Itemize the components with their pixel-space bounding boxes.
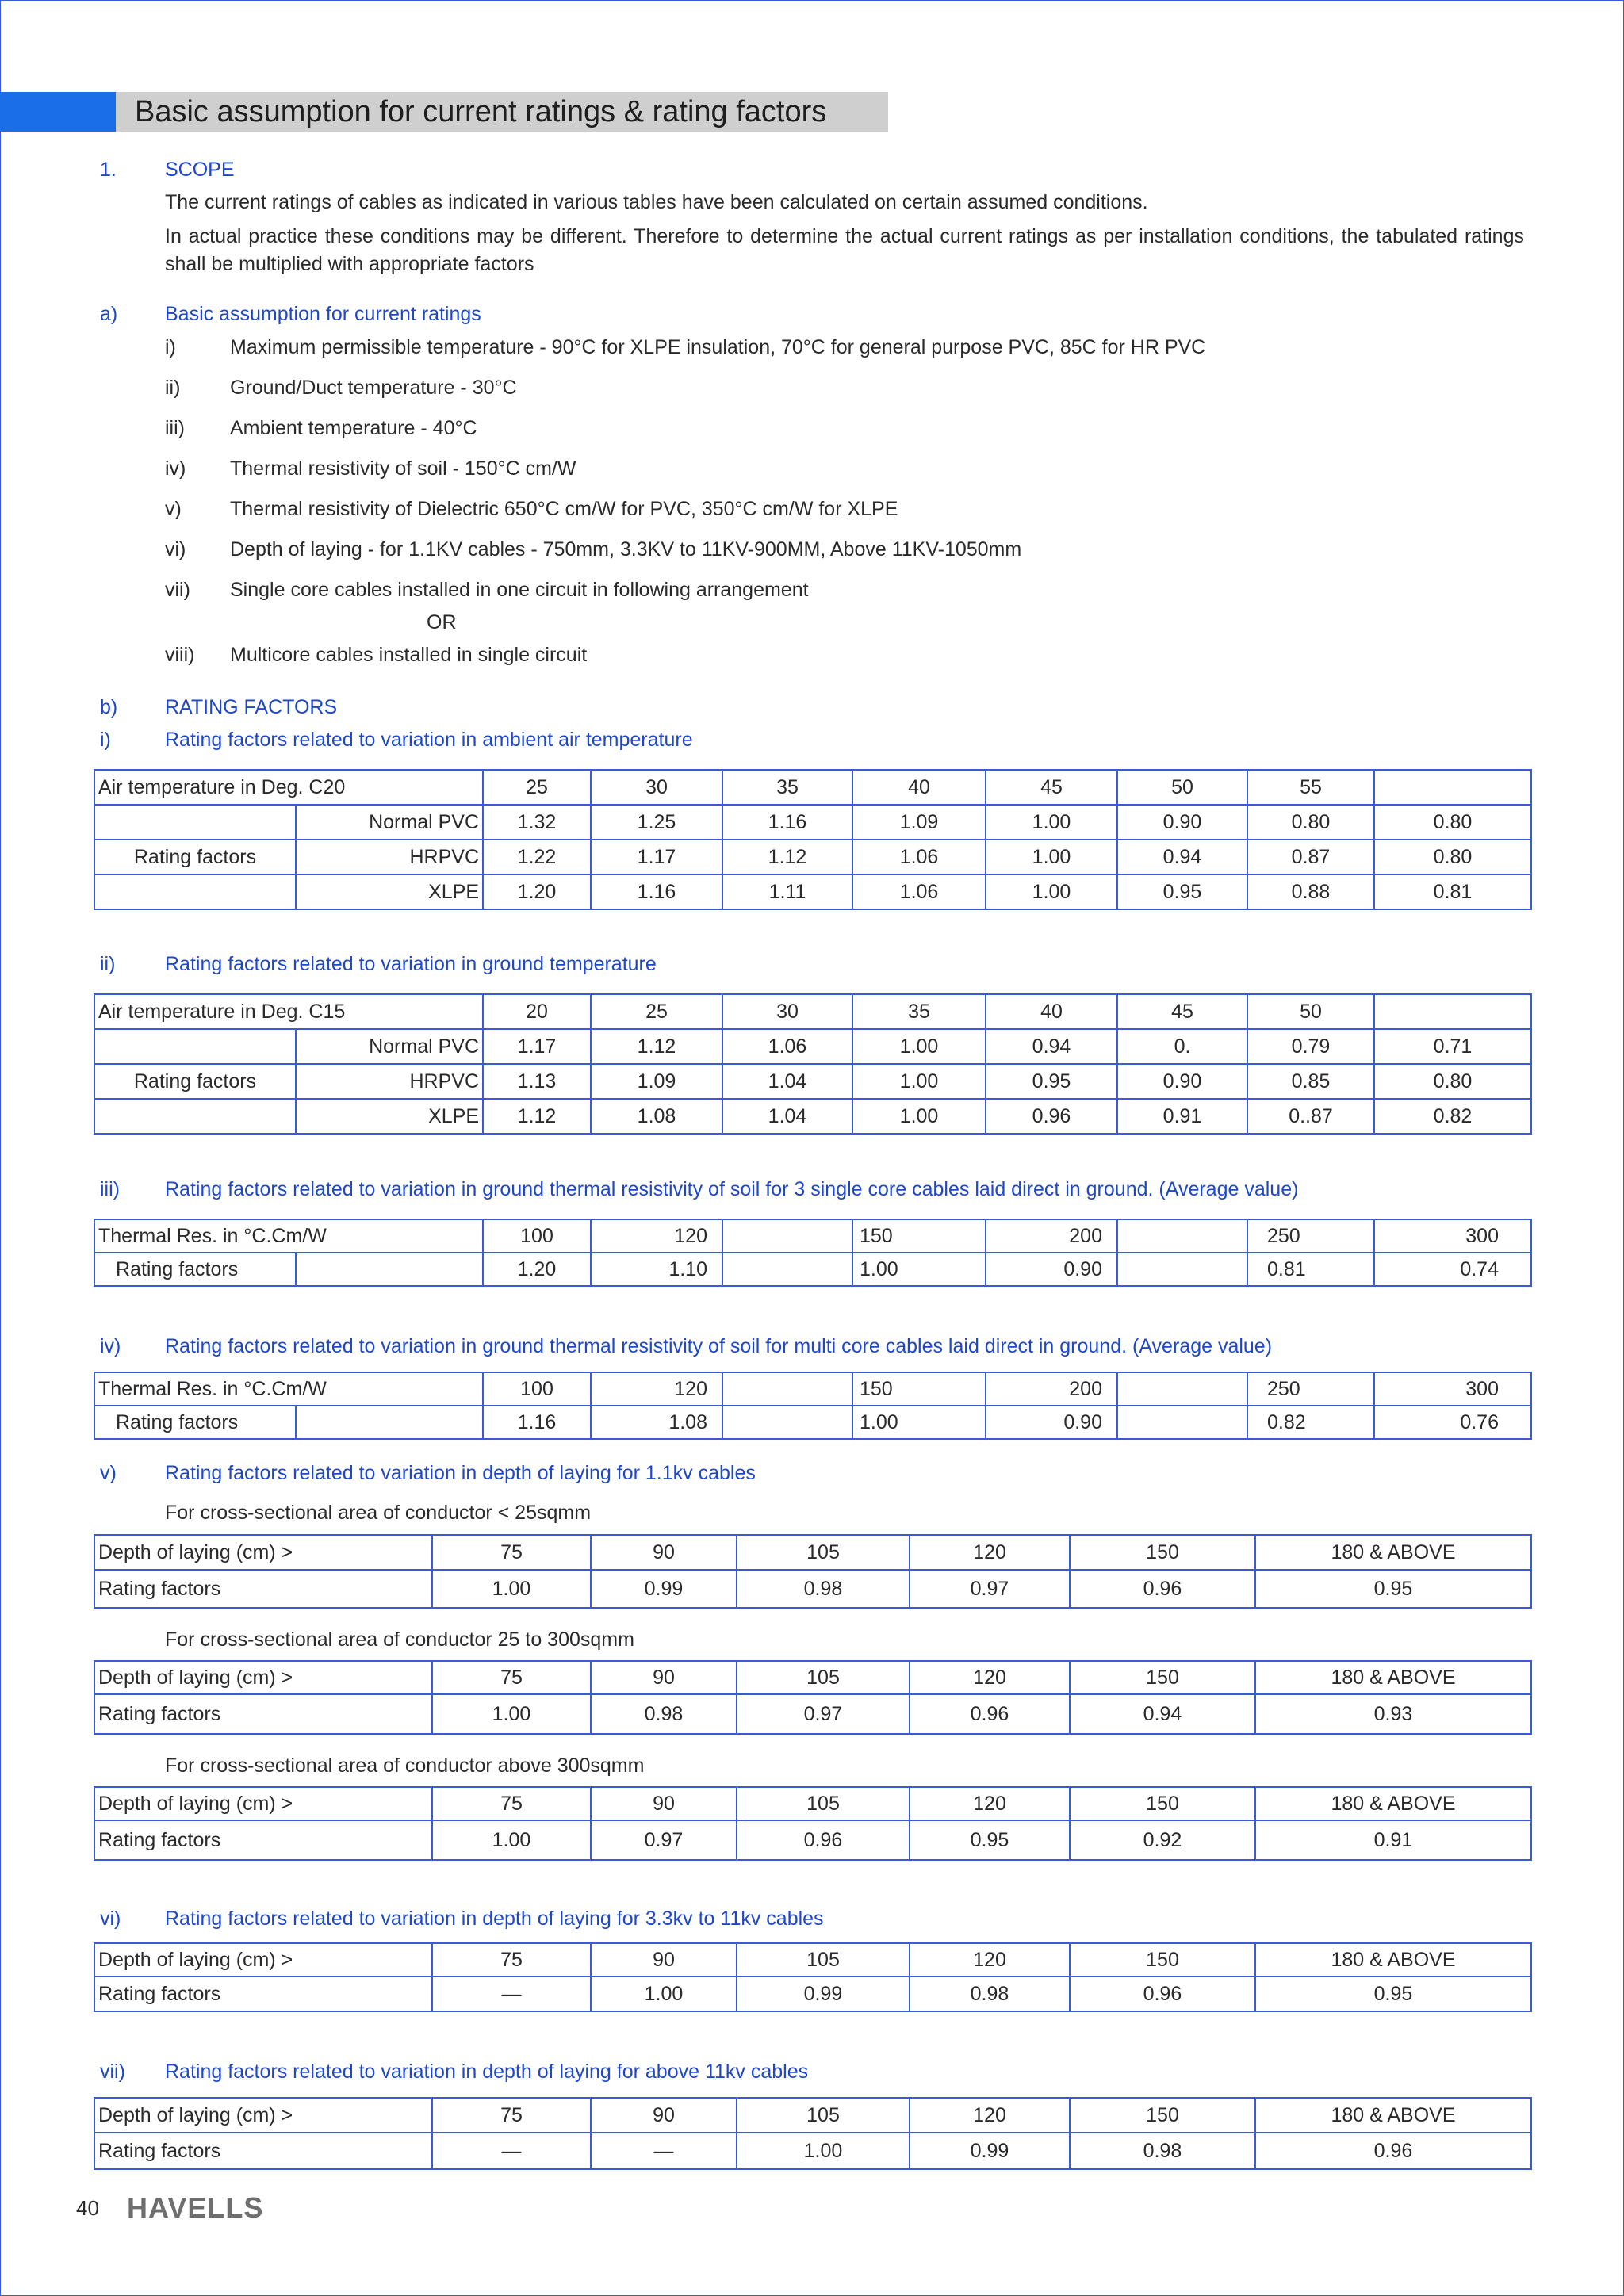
value-cell: 0.98 xyxy=(910,1976,1070,2011)
ambient-temp-table xyxy=(94,769,1532,910)
header-cell: 120 xyxy=(591,1219,722,1253)
header-cell xyxy=(1374,994,1531,1029)
value-cell: 1.00 xyxy=(737,2133,910,2169)
table-header-row xyxy=(94,770,1531,805)
value-cell: 0.96 xyxy=(737,1820,910,1860)
header-cell: 45 xyxy=(1117,994,1247,1029)
conductor-area-note: For cross-sectional area of conductor < 25sqmm xyxy=(165,1502,592,1524)
empty-cell xyxy=(1117,1219,1247,1253)
empty-cell xyxy=(1117,1406,1247,1439)
empty-cell xyxy=(296,1253,483,1286)
table-row xyxy=(94,1029,1531,1064)
header-cell: 105 xyxy=(737,1535,910,1570)
value-cell: 0.99 xyxy=(910,2133,1070,2169)
header-cell: 105 xyxy=(737,1661,910,1694)
header-accent-bar xyxy=(0,92,116,132)
value-cell: 1.20 xyxy=(483,1253,591,1286)
value-cell: 0.98 xyxy=(591,1694,737,1734)
header-cell: 300 xyxy=(1374,1219,1531,1253)
header-cell: 120 xyxy=(910,1661,1070,1694)
depth-table-above-300sqmm xyxy=(94,1786,1532,1861)
value-cell: 1.06 xyxy=(722,1029,852,1064)
header-cell: 120 xyxy=(910,2098,1070,2133)
table-caption: Rating factors related to variation in depth of laying for 1.1kv cables xyxy=(165,1462,756,1484)
header-cell: Air temperature in Deg. C15 xyxy=(94,994,483,1029)
scope-line-1: The current ratings of cables as indicated in various tables have been calculated on certain assumed conditions. xyxy=(165,191,1148,213)
depth-table-25-to-300sqmm xyxy=(94,1660,1532,1735)
table-row xyxy=(94,840,1531,874)
value-cell: 1.00 xyxy=(986,874,1117,909)
table-caption: Rating factors related to variation in ambient air temperature xyxy=(165,729,693,751)
assumption-num: vii) xyxy=(165,579,190,601)
header-cell: 75 xyxy=(432,1943,591,1976)
header-cell: 250 xyxy=(1247,1219,1374,1253)
header-cell: 150 xyxy=(1070,1535,1255,1570)
value-cell: 1.16 xyxy=(591,874,722,909)
value-cell: 0.91 xyxy=(1117,1099,1247,1134)
table-number: v) xyxy=(100,1462,117,1484)
assumption-num: vi) xyxy=(165,538,186,561)
table-caption: Rating factors related to variation in ground thermal resistivity of soil for 3 single core cables laid direct in ground. (Average value) xyxy=(165,1178,1299,1200)
value-cell: 1.00 xyxy=(852,1099,986,1134)
value-cell: 0.74 xyxy=(1374,1253,1531,1286)
value-cell: 1.08 xyxy=(591,1406,722,1439)
value-cell: 0.80 xyxy=(1374,840,1531,874)
value-cell: 0.85 xyxy=(1247,1064,1374,1099)
value-cell: 0.80 xyxy=(1374,1064,1531,1099)
header-cell: 90 xyxy=(591,1943,737,1976)
value-cell: 0.82 xyxy=(1374,1099,1531,1134)
assumption-text: Single core cables installed in one circuit in following arrangement xyxy=(230,579,809,601)
section-b-label: b) xyxy=(100,696,118,718)
header-cell: 250 xyxy=(1247,1372,1374,1406)
header-cell: 150 xyxy=(1070,2098,1255,2133)
empty-cell xyxy=(722,1372,852,1406)
value-cell: 0.92 xyxy=(1070,1820,1255,1860)
value-cell: 0.91 xyxy=(1255,1820,1531,1860)
header-cell: 180 & ABOVE xyxy=(1255,1787,1531,1820)
header-cell: 150 xyxy=(1070,1943,1255,1976)
value-cell: 0.82 xyxy=(1247,1406,1374,1439)
row-label: Rating factors xyxy=(94,1406,296,1439)
header-cell: 150 xyxy=(852,1219,986,1253)
value-cell: 1.09 xyxy=(591,1064,722,1099)
header-cell: 75 xyxy=(432,1787,591,1820)
table-row xyxy=(94,1406,1531,1439)
soil-resistivity-single-core-table xyxy=(94,1219,1532,1287)
table-number: vi) xyxy=(100,1908,121,1930)
value-cell: 0.93 xyxy=(1255,1694,1531,1734)
scope-number: 1. xyxy=(100,159,117,181)
value-cell: 1.17 xyxy=(483,1029,591,1064)
table-number: iii) xyxy=(100,1178,120,1200)
value-cell: 1.12 xyxy=(722,840,852,874)
empty-cell xyxy=(1117,1253,1247,1286)
empty-cell xyxy=(722,1253,852,1286)
value-cell: 1.04 xyxy=(722,1099,852,1134)
conductor-area-note: For cross-sectional area of conductor 25 to 300sqmm xyxy=(165,1628,634,1651)
header-cell: 150 xyxy=(1070,1787,1255,1820)
value-cell: 1.04 xyxy=(722,1064,852,1099)
header-cell: 75 xyxy=(432,1535,591,1570)
value-cell: 1.00 xyxy=(852,1064,986,1099)
value-cell: 1.25 xyxy=(591,805,722,840)
header-cell: 180 & ABOVE xyxy=(1255,2098,1531,2133)
table-row xyxy=(94,1099,1531,1134)
depth-table-above-11kv xyxy=(94,2097,1532,2170)
header-cell: 100 xyxy=(483,1372,591,1406)
assumption-text: Ground/Duct temperature - 30°C xyxy=(230,377,517,399)
row-label: Normal PVC xyxy=(296,1029,483,1064)
conductor-area-note: For cross-sectional area of conductor above 300sqmm xyxy=(165,1755,645,1777)
header-cell: 200 xyxy=(986,1372,1117,1406)
table-header-row xyxy=(94,1661,1531,1694)
header-cell: 90 xyxy=(591,2098,737,2133)
value-cell: 0.94 xyxy=(986,1029,1117,1064)
empty-cell xyxy=(94,874,296,909)
value-cell: 0.96 xyxy=(1070,1570,1255,1608)
value-cell: 1.16 xyxy=(483,1406,591,1439)
value-cell: 0.76 xyxy=(1374,1406,1531,1439)
header-cell: 45 xyxy=(986,770,1117,805)
header-cell: 90 xyxy=(591,1535,737,1570)
or-text: OR xyxy=(427,611,457,633)
value-cell: 0.95 xyxy=(1255,1570,1531,1608)
value-cell: 1.11 xyxy=(722,874,852,909)
value-cell: 1.10 xyxy=(591,1253,722,1286)
value-cell: 0. xyxy=(1117,1029,1247,1064)
header-cell: 40 xyxy=(852,770,986,805)
row-label: HRPVC xyxy=(296,840,483,874)
assumption-text: Thermal resistivity of Dielectric 650°C cm/W for PVC, 350°C cm/W for XLPE xyxy=(230,498,898,520)
value-cell: 1.12 xyxy=(591,1029,722,1064)
row-label: Rating factors xyxy=(94,2133,432,2169)
empty-cell xyxy=(94,1029,296,1064)
section-a-heading: Basic assumption for current ratings xyxy=(165,303,481,325)
assumption-num: ii) xyxy=(165,377,181,399)
header-cell: 75 xyxy=(432,2098,591,2133)
table-row xyxy=(94,874,1531,909)
table-row xyxy=(94,1064,1531,1099)
header-cell: 40 xyxy=(986,994,1117,1029)
table-number: iv) xyxy=(100,1335,121,1357)
value-cell: 0.96 xyxy=(1070,1976,1255,2011)
value-cell: 0.88 xyxy=(1247,874,1374,909)
value-cell: 1.00 xyxy=(432,1694,591,1734)
table-caption: Rating factors related to variation in ground thermal resistivity of soil for multi core cables laid direct in ground. (Average value) xyxy=(165,1335,1273,1357)
header-cell: 25 xyxy=(483,770,591,805)
value-cell: 0..87 xyxy=(1247,1099,1374,1134)
assumption-text: Maximum permissible temperature - 90°C for XLPE insulation, 70°C for general purpose PVC, 85C for HR PVC xyxy=(230,336,1206,358)
value-cell: 0.87 xyxy=(1247,840,1374,874)
value-cell: 0.94 xyxy=(1117,840,1247,874)
header-cell: 35 xyxy=(852,994,986,1029)
value-cell: 1.00 xyxy=(986,840,1117,874)
row-label: Normal PVC xyxy=(296,805,483,840)
header-cell: 50 xyxy=(1117,770,1247,805)
header-cell: 20 xyxy=(483,994,591,1029)
section-b-heading: RATING FACTORS xyxy=(165,696,338,718)
value-cell: 0.94 xyxy=(1070,1694,1255,1734)
header-cell: Thermal Res. in °C.Cm/W xyxy=(94,1372,483,1406)
value-cell: — xyxy=(432,1976,591,2011)
depth-table-under-25sqmm xyxy=(94,1534,1532,1609)
header-cell: 35 xyxy=(722,770,852,805)
table-header-row xyxy=(94,2098,1531,2133)
table-row xyxy=(94,1253,1531,1286)
table-row xyxy=(94,1694,1531,1734)
table-number: vii) xyxy=(100,2061,125,2083)
value-cell: 1.32 xyxy=(483,805,591,840)
value-cell: 1.00 xyxy=(852,1406,986,1439)
assumption-num: i) xyxy=(165,336,176,358)
value-cell: 0.99 xyxy=(591,1570,737,1608)
scope-heading: SCOPE xyxy=(165,159,235,181)
assumption-num: viii) xyxy=(165,644,195,666)
value-cell: 0.95 xyxy=(1255,1976,1531,2011)
value-cell: 1.06 xyxy=(852,840,986,874)
value-cell: 0.96 xyxy=(986,1099,1117,1134)
table-row xyxy=(94,805,1531,840)
header-cell: 30 xyxy=(722,994,852,1029)
header-cell: 120 xyxy=(910,1787,1070,1820)
value-cell: 0.97 xyxy=(591,1820,737,1860)
assumption-text: Thermal resistivity of soil - 150°C cm/W xyxy=(230,457,576,480)
table-row xyxy=(94,1820,1531,1860)
value-cell: 0.80 xyxy=(1247,805,1374,840)
empty-cell xyxy=(94,805,296,840)
row-label: Rating factors xyxy=(94,1253,296,1286)
value-cell: 1.22 xyxy=(483,840,591,874)
value-cell: 1.00 xyxy=(432,1570,591,1608)
table-header-row xyxy=(94,994,1531,1029)
table-header-row xyxy=(94,1535,1531,1570)
section-a-label: a) xyxy=(100,303,118,325)
value-cell: 1.06 xyxy=(852,874,986,909)
value-cell: 0.79 xyxy=(1247,1029,1374,1064)
value-cell: 0.95 xyxy=(910,1820,1070,1860)
row-label: XLPE xyxy=(296,1099,483,1134)
header-cell: Depth of laying (cm) > xyxy=(94,1535,432,1570)
value-cell: 0.81 xyxy=(1374,874,1531,909)
table-row xyxy=(94,1570,1531,1608)
empty-cell xyxy=(722,1406,852,1439)
header-cell: 105 xyxy=(737,1943,910,1976)
value-cell: 0.95 xyxy=(986,1064,1117,1099)
table-caption: Rating factors related to variation in depth of laying for above 11kv cables xyxy=(165,2061,809,2083)
header-cell: 90 xyxy=(591,1661,737,1694)
scope-line-2: In actual practice these conditions may be different. Therefore to determine the actual current ratings as per installation conditions, the tabulated ratings shall be multiplied with appropriate factors xyxy=(165,225,1524,275)
header-cell: 75 xyxy=(432,1661,591,1694)
header-cell: 200 xyxy=(986,1219,1117,1253)
value-cell: 0.90 xyxy=(1117,1064,1247,1099)
table-header-row xyxy=(94,1943,1531,1976)
value-cell: — xyxy=(591,2133,737,2169)
table-header-row xyxy=(94,1219,1531,1253)
value-cell: 0.98 xyxy=(1070,2133,1255,2169)
header-cell: 100 xyxy=(483,1219,591,1253)
empty-cell xyxy=(722,1219,852,1253)
table-row xyxy=(94,1976,1531,2011)
row-label: Rating factors xyxy=(94,1570,432,1608)
brand-logo: HAVELLS xyxy=(127,2191,264,2224)
value-cell: 1.12 xyxy=(483,1099,591,1134)
empty-cell xyxy=(94,1099,296,1134)
header-cell: 105 xyxy=(737,2098,910,2133)
value-cell: 0.80 xyxy=(1374,805,1531,840)
header-cell: 180 & ABOVE xyxy=(1255,1661,1531,1694)
depth-table-3.3kv-11kv xyxy=(94,1942,1532,2012)
header-cell: Depth of laying (cm) > xyxy=(94,1943,432,1976)
value-cell: 0.81 xyxy=(1247,1253,1374,1286)
empty-cell xyxy=(1117,1372,1247,1406)
value-cell: 1.13 xyxy=(483,1064,591,1099)
header-cell: 105 xyxy=(737,1787,910,1820)
value-cell: 1.00 xyxy=(591,1976,737,2011)
header-cell: 90 xyxy=(591,1787,737,1820)
ground-temp-table xyxy=(94,993,1532,1135)
header-cell: 120 xyxy=(910,1943,1070,1976)
row-label: HRPVC xyxy=(296,1064,483,1099)
value-cell: 0.97 xyxy=(910,1570,1070,1608)
header-cell: 120 xyxy=(910,1535,1070,1570)
page-title: Basic assumption for current ratings & rating factors xyxy=(135,95,827,128)
value-cell: — xyxy=(432,2133,591,2169)
table-caption: Rating factors related to variation in depth of laying for 3.3kv to 11kv cables xyxy=(165,1908,824,1930)
value-cell: 1.00 xyxy=(852,1253,986,1286)
value-cell: 0.99 xyxy=(737,1976,910,2011)
value-cell: 0.71 xyxy=(1374,1029,1531,1064)
table-header-row xyxy=(94,1372,1531,1406)
header-cell: Depth of laying (cm) > xyxy=(94,1661,432,1694)
assumption-num: v) xyxy=(165,498,182,520)
header-cell: 30 xyxy=(591,770,722,805)
empty-cell xyxy=(296,1406,483,1439)
value-cell: 1.09 xyxy=(852,805,986,840)
assumption-text: Depth of laying - for 1.1KV cables - 750mm, 3.3KV to 11KV-900MM, Above 11KV-1050mm xyxy=(230,538,1022,561)
value-cell: 0.98 xyxy=(737,1570,910,1608)
header-cell: 120 xyxy=(591,1372,722,1406)
row-label: XLPE xyxy=(296,874,483,909)
header-cell: 300 xyxy=(1374,1372,1531,1406)
table-number: i) xyxy=(100,729,111,751)
value-cell: 1.00 xyxy=(986,805,1117,840)
soil-resistivity-multi-core-table xyxy=(94,1372,1532,1440)
header-cell: 150 xyxy=(1070,1661,1255,1694)
table-caption: Rating factors related to variation in ground temperature xyxy=(165,953,657,975)
header-cell: 50 xyxy=(1247,994,1374,1029)
value-cell: 0.96 xyxy=(910,1694,1070,1734)
value-cell: 0.95 xyxy=(1117,874,1247,909)
value-cell: 0.90 xyxy=(986,1253,1117,1286)
value-cell: 1.17 xyxy=(591,840,722,874)
group-label: Rating factors xyxy=(94,840,296,874)
header-cell: Depth of laying (cm) > xyxy=(94,1787,432,1820)
assumption-num: iii) xyxy=(165,417,185,439)
header-cell: Air temperature in Deg. C20 xyxy=(94,770,483,805)
value-cell: 0.96 xyxy=(1255,2133,1531,2169)
assumption-text: Multicore cables installed in single circuit xyxy=(230,644,588,666)
table-header-row xyxy=(94,1787,1531,1820)
header-cell: 180 & ABOVE xyxy=(1255,1943,1531,1976)
value-cell: 1.08 xyxy=(591,1099,722,1134)
assumption-num: iv) xyxy=(165,457,186,480)
row-label: Rating factors xyxy=(94,1820,432,1860)
table-number: ii) xyxy=(100,953,116,975)
value-cell: 0.90 xyxy=(986,1406,1117,1439)
header-cell: Depth of laying (cm) > xyxy=(94,2098,432,2133)
value-cell: 1.00 xyxy=(852,1029,986,1064)
header-cell: Thermal Res. in °C.Cm/W xyxy=(94,1219,483,1253)
value-cell: 0.90 xyxy=(1117,805,1247,840)
header-cell: 180 & ABOVE xyxy=(1255,1535,1531,1570)
header-cell: 55 xyxy=(1247,770,1374,805)
value-cell: 1.00 xyxy=(432,1820,591,1860)
page-number: 40 xyxy=(76,2196,99,2220)
header-cell: 150 xyxy=(852,1372,986,1406)
group-label: Rating factors xyxy=(94,1064,296,1099)
row-label: Rating factors xyxy=(94,1976,432,2011)
header-cell: 25 xyxy=(591,994,722,1029)
value-cell: 1.20 xyxy=(483,874,591,909)
table-row xyxy=(94,2133,1531,2169)
header-cell xyxy=(1374,770,1531,805)
row-label: Rating factors xyxy=(94,1694,432,1734)
value-cell: 0.97 xyxy=(737,1694,910,1734)
value-cell: 1.16 xyxy=(722,805,852,840)
assumption-text: Ambient temperature - 40°C xyxy=(230,417,477,439)
